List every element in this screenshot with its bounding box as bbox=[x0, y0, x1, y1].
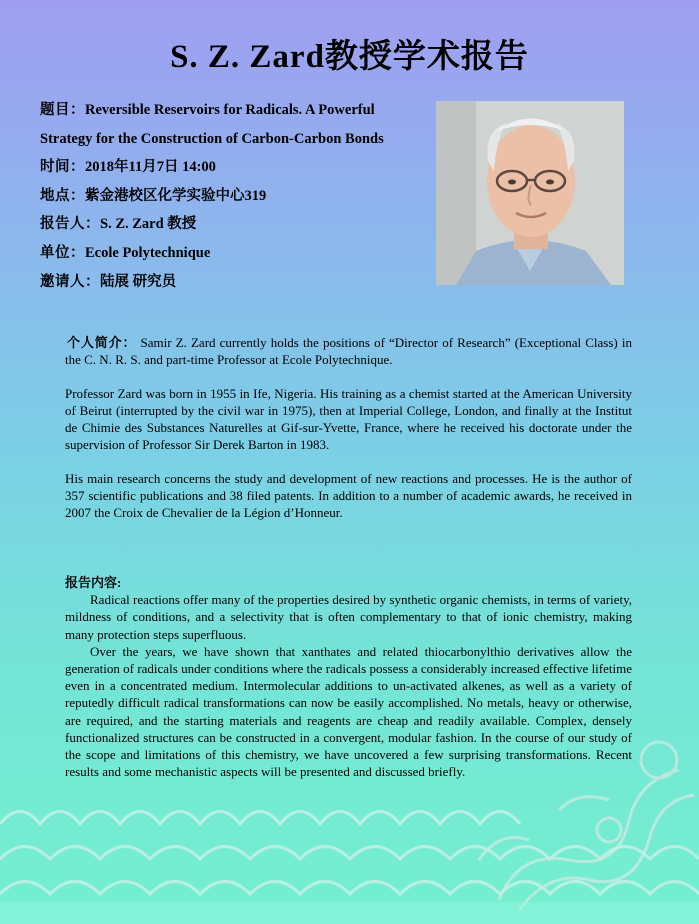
topic-label: 题目： bbox=[40, 102, 85, 118]
unit-line bbox=[40, 243, 430, 272]
unit-label: 单位： bbox=[40, 244, 85, 261]
unit-value: Ecole Polytechnique bbox=[85, 244, 211, 261]
bio-text-1: Samir Z. Zard currently holds the positions of “Director of Research” (Exceptional Class) in the C. N. R. S. and part-time Professor at Ecole Polytechnique. bbox=[65, 335, 632, 367]
speaker-photo bbox=[436, 101, 624, 285]
place-label: 地点： bbox=[40, 187, 85, 204]
topic-value-1: Reversible Reservoirs for Radicals. A Powerful bbox=[85, 102, 375, 118]
topic-value-2: Strategy for the Construction of Carbon-Carbon Bonds bbox=[40, 130, 384, 147]
topic-line-2 bbox=[40, 129, 430, 158]
place-line bbox=[40, 186, 430, 215]
inviter-line bbox=[40, 272, 430, 301]
page-title: S. Z. Zard教授学术报告 bbox=[170, 39, 529, 75]
wave-decoration-icon bbox=[0, 784, 699, 924]
speaker-bio bbox=[65, 334, 632, 538]
bio-label: 个人简介： bbox=[67, 335, 137, 350]
abstract-paragraph-2: Over the years, we have shown that xanthates and related thiocarbonylthio derivatives allow the generation of radicals under conditions where the radicals possess a considerably increased effective lifetime even in a concentrated medium. Intermolecular additions to un-activated alkenes, as well as a variety of reputedly difficult radical transformations can now be easily accomplished. No metals, heavy or otherwise, are required, and the starting materials and reagents are cheap and readily available. Complex, densely functionalized structures can be constructed in a convergent, modular fashion. In the course of our study of the scope and limitations of this chemistry, we have uncovered a few surprising transformations. Recent results and some mechanistic aspects will be presented and discussed briefly. bbox=[65, 643, 632, 780]
abstract-paragraph-1: Radical reactions offer many of the properties desired by synthetic organic chemists, in terms of variety, mildness of conditions, and a selectivity that is often complementary to that of ionic chemistry, making many protection steps superfluous. bbox=[65, 592, 632, 642]
inviter-value: 陆展 研究员 bbox=[100, 273, 177, 290]
event-info bbox=[40, 100, 430, 300]
abstract-label: 报告内容: bbox=[65, 575, 122, 590]
place-value: 紫金港校区化学实验中心319 bbox=[85, 187, 267, 204]
time-label: 时间： bbox=[40, 159, 85, 176]
topic-line-1 bbox=[40, 100, 430, 129]
bio-paragraph-2: Professor Zard was born in 1955 in Ife, Nigeria. His training as a chemist started at the American University of Beirut (interrupted by the civil war in 1975), then at Imperial College, London, and finally at the Institut de Chimie des Substances Naturelles at Gif-sur-Yvette, France, where he received his doctorate under the supervision of Professor Sir Derek Barton in 1983. bbox=[65, 386, 632, 452]
time-value: 2018年11月7日 14:00 bbox=[85, 159, 216, 176]
speaker-line bbox=[40, 214, 430, 243]
speaker-portrait-icon bbox=[436, 101, 624, 285]
bio-paragraph-3: His main research concerns the study and development of new reactions and processes. He is the author of 357 scientific publications and 38 filed patents. In addition to a number of academic awards, he received in 2007 the Croix de Chevalier de la Légion d’Honneur. bbox=[65, 471, 632, 520]
time-line bbox=[40, 157, 430, 186]
bio-paragraph-1 bbox=[65, 334, 632, 368]
speaker-value: S. Z. Zard 教授 bbox=[100, 216, 197, 233]
inviter-label: 邀请人： bbox=[40, 273, 100, 290]
speaker-label: 报告人： bbox=[40, 216, 100, 233]
